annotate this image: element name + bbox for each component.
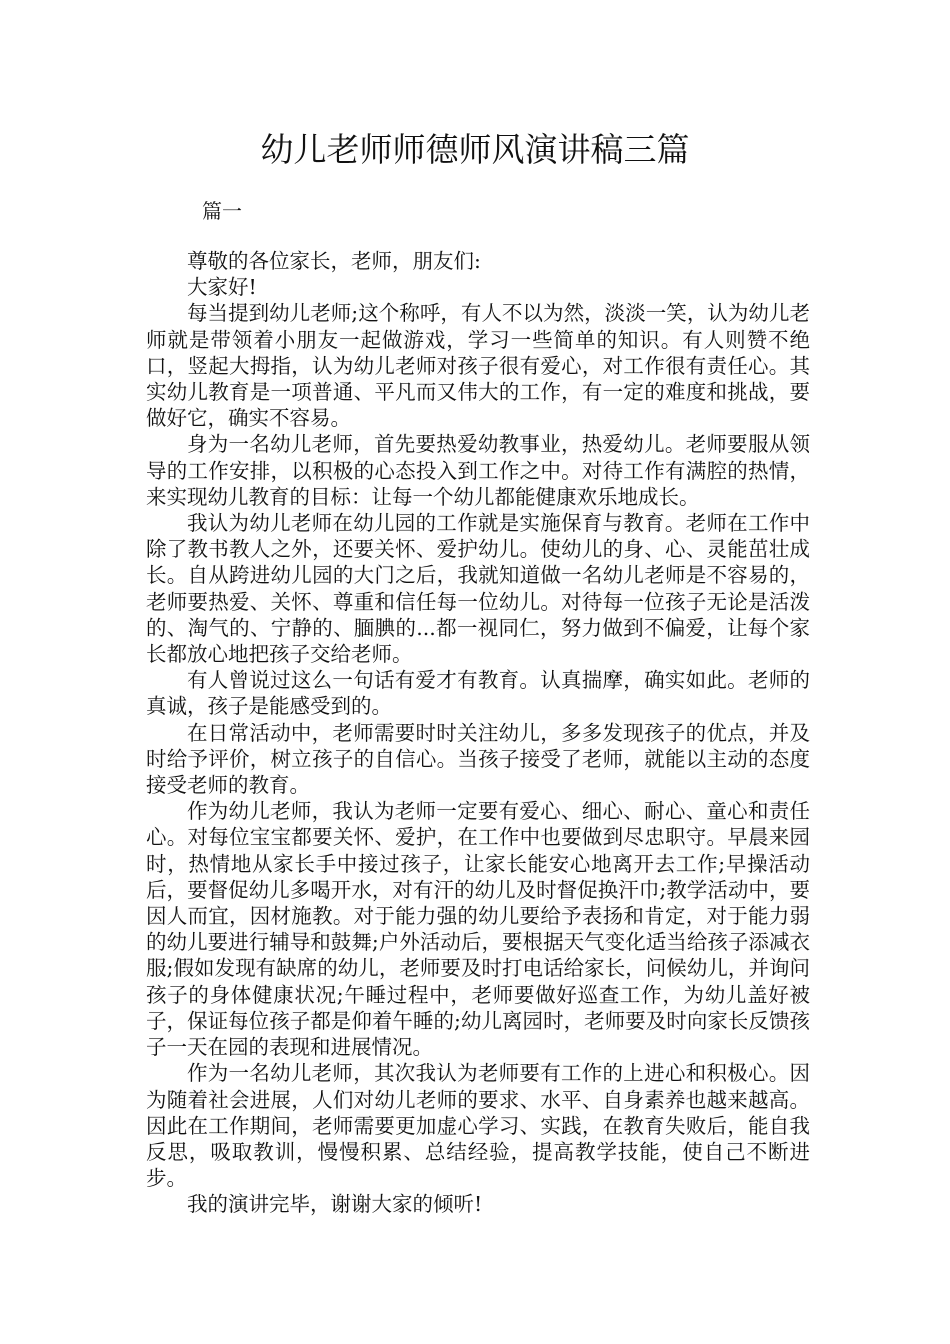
paragraph: 作为一名幼儿老师，其次我认为老师要有工作的上进心和积极心。因为随着社会进展，人们对幼儿老师的要求、水平、自身素养也越来越高。因此在工作期间，老师需要更加虚心学习、实践，在教育失败后，能自我反思，吸取教训，慢慢积累、总结经验，提高教学技能，使自己不断进步。 (146, 1061, 810, 1191)
paragraph-greeting: 尊敬的各位家长，老师，朋友们: (187, 249, 481, 273)
document-body (146, 248, 810, 1218)
paragraph-closing: 我的演讲完毕，谢谢大家的倾听! (187, 1192, 483, 1217)
paragraph: 有人曾说过这么一句话有爱才有教育。认真揣摩，确实如此。老师的真诚，孩子是能感受到的。 (146, 668, 810, 719)
document-title: 幼儿老师师德师风演讲稿三篇 (260, 130, 690, 169)
paragraph: 作为幼儿老师，我认为老师一定要有爱心、细心、耐心、童心和责任心。对每位宝宝都要关怀、爱护，在工作中也要做到尽忠职守。早晨来园时，热情地从家长手中接过孩子，让家长能安心地离开去工作;早操活动后，要督促幼儿多喝开水，对有汗的幼儿及时督促换汗巾;教学活动中，要因人而宜，因材施教。对于能力强的幼儿要给予表扬和肯定，对于能力弱的幼儿要进行辅导和鼓舞;户外活动后，要根据天气变化适当给孩子添减衣服;假如发现有缺席的幼儿，老师要及时打电话给家长，问候幼儿，并询问孩子的身体健康状况;午睡过程中，老师要做好巡查工作，为幼儿盖好被子，保证每位孩子都是仰着午睡的;幼儿离园时，老师要及时向家长反馈孩子一天在园的表现和进展情况。 (146, 799, 810, 1060)
paragraph: 我认为幼儿老师在幼儿园的工作就是实施保育与教育。老师在工作中除了教书教人之外，还要关怀、爱护幼儿。使幼儿的身、心、灵能茁壮成长。自从跨进幼儿园的大门之后，我就知道做一名幼儿老师是不容易的，老师要热爱、关怀、尊重和信任每一位幼儿。对待每一位孩子无论是活泼的、淘气的、宁静的、腼腆的...都一视同仁，努力做到不偏爱，让每个家长都放心地把孩子交给老师。 (146, 511, 810, 667)
paragraph-hello: 大家好! (187, 275, 257, 300)
paragraph: 在日常活动中，老师需要时时关注幼儿，多多发现孩子的优点，并及时给予评价，树立孩子的自信心。当孩子接受了老师，就能以主动的态度接受老师的教育。 (146, 720, 810, 798)
paragraph: 身为一名幼儿老师，首先要热爱幼教事业，热爱幼儿。老师要服从领导的工作安排，以积极的心态投入到工作之中。对待工作有满腔的热情，来实现幼儿教育的目标：让每一个幼儿都能健康欢乐地成长。 (146, 432, 810, 509)
section-label: 篇一 (202, 199, 242, 223)
paragraph: 每当提到幼儿老师;这个称呼，有人不以为然，淡淡一笑，认为幼儿老师就是带领着小朋友一起做游戏，学习一些简单的知识。有人则赞不绝口，竖起大拇指，认为幼儿老师对孩子很有爱心，对工作很有责任心。其实幼儿教育是一项普通、平凡而又伟大的工作，有一定的难度和挑战，要做好它，确实不容易。 (146, 301, 810, 431)
